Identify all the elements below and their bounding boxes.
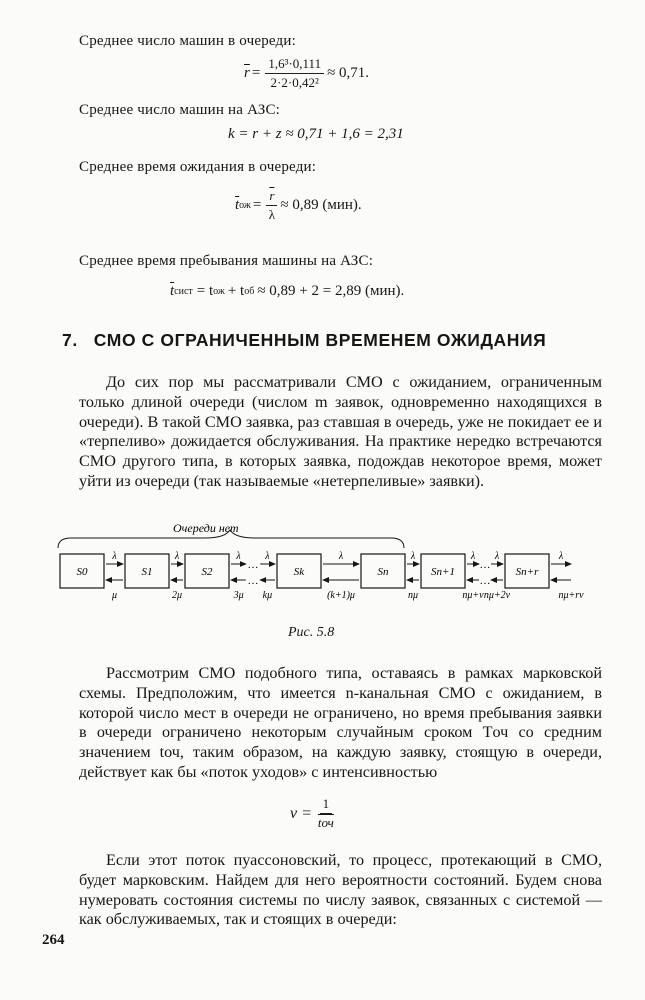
- state-label-4: Sn: [377, 566, 389, 578]
- ellipsis-dots: …: [479, 575, 491, 587]
- figure-caption: Рис. 5.8: [288, 625, 335, 640]
- station-count-formula: k = r + z ≈ 0,71 + 1,6 = 2,31: [228, 126, 404, 142]
- fraction-denominator: 2·2·0,42²: [270, 75, 319, 90]
- system-time-label: Среднее время пребывания машины на АЗС:: [79, 253, 374, 269]
- state-diagram: [55, 520, 615, 620]
- wait-time-label: Среднее время ожидания в очереди:: [79, 159, 317, 175]
- section-title: СМО С ОГРАНИЧЕННЫМ ВРЕМЕНЕМ ОЖИДАНИЯ: [93, 330, 547, 350]
- backward-rate-label: (k+1)μ: [327, 590, 355, 601]
- fraction-numerator: 1: [320, 796, 333, 814]
- system-time-formula: [170, 283, 404, 300]
- backward-rate-label: 3μ: [233, 590, 244, 601]
- state-label-3: Sk: [293, 566, 305, 578]
- paragraph-markov: Если этот поток пуассоновский, то процесс, протекающий в СМО, будет марковским. Найдем для него вероятности состояний. Будем снова нумеровать состояния системы по числу заявок, связанных с системой — как обслуживаемых, так и стоящих в очереди:: [79, 851, 602, 929]
- formula-rhs: = t: [196, 283, 214, 299]
- station-count-label: Среднее число машин на АЗС:: [79, 102, 281, 118]
- fraction: [265, 56, 324, 91]
- backward-rate-label: μ: [111, 590, 118, 601]
- formula-result: ≈ 0,89 + 2 = 2,89 (мин).: [257, 283, 405, 299]
- formula-lhs-sub: сист: [174, 286, 193, 297]
- backward-rate-label: nμ: [407, 590, 419, 601]
- state-label-0: S0: [76, 566, 88, 578]
- forward-rate-label: λ: [112, 551, 117, 562]
- fraction-numerator: $\overline{r}$: [266, 188, 277, 206]
- fraction-numerator: 1,6³·0,111: [265, 56, 324, 74]
- no-queue-label: Очереди нет: [173, 521, 239, 535]
- state-label-1: S1: [141, 566, 153, 578]
- formula-rhs-sub: ож: [213, 286, 225, 297]
- formula-result: ≈ 0,89 (мин).: [280, 197, 362, 213]
- fraction: [266, 188, 277, 223]
- backward-rate-label: nμ+ν: [462, 590, 484, 601]
- fraction-denominator: tоч: [317, 815, 334, 830]
- paragraph-intro: До сих пор мы рассматривали СМО с ожиданием, ограниченным только длиной очереди (числом m заявок, одновременно находящихся в очереди). В такой СМО заявка, раз ставшая в очередь, уже не покидает ее и «терпеливо» дожидается обслуживания. На практике нередко встречаются СМО другого типа, в которых заявка, подождав некоторое время, может уйти из очереди (так называемые «нетерпеливые» заявки).: [79, 373, 602, 490]
- forward-rate-label: λ: [236, 551, 241, 562]
- ellipsis-dots: …: [247, 559, 259, 571]
- forward-rate-label: λ: [265, 551, 270, 562]
- state-label-2: S2: [201, 566, 213, 578]
- paragraph-model: Рассмотрим СМО подобного типа, оставаясь в рамках марковской схемы. Предположим, что имеется n-канальная СМО с ожиданием, в которой число мест в очереди не ограничено, но время пребывания заявки в очереди ограничено некоторым случайным сроком Tоч со средним значением tоч, таким образом, на каждую заявку, стоящую в очереди, действует как бы «поток уходов» с интенсивностью: [79, 664, 602, 781]
- section-heading: [62, 330, 602, 351]
- fraction: [318, 796, 334, 831]
- formula-lhs: ν =: [290, 804, 312, 822]
- backward-rate-label: nμ+2ν: [483, 590, 511, 601]
- ellipsis-dots: …: [479, 559, 491, 571]
- formula-plus: + t: [227, 283, 245, 299]
- forward-rate-label: λ: [174, 551, 180, 562]
- ellipsis-dots: …: [247, 575, 259, 587]
- forward-rate-label: λ: [410, 551, 416, 562]
- forward-rate-label: λ: [558, 551, 564, 562]
- nu-formula: [290, 796, 337, 831]
- state-label-5: Sn+1: [431, 566, 455, 578]
- formula-rhs-sub: об: [244, 286, 255, 297]
- fraction-denominator: λ: [268, 207, 275, 222]
- forward-rate-label: λ: [470, 551, 476, 562]
- wait-time-formula: $\overline{t}$ ож = $\frac{\overline{r}}{\lambda}$ ≈ 0,89 (мин).: [235, 188, 362, 222]
- backward-rate-label: kμ: [262, 590, 273, 601]
- formula-result: ≈ 0,71.: [327, 65, 370, 81]
- section-number: 7.: [62, 330, 78, 350]
- state-label-6: Sn+r: [515, 566, 539, 578]
- formula-lhs: $\overline{t}$: [170, 283, 175, 299]
- formula-lhs-sub: ож: [239, 200, 251, 211]
- page-number: 264: [42, 932, 65, 948]
- forward-rate-label: λ: [338, 551, 344, 562]
- formula-lhs: $\overline{t}$: [235, 197, 240, 213]
- state-diagram-svg: [55, 520, 615, 620]
- backward-rate-label: nμ+rν: [558, 590, 584, 601]
- queue-count-formula: $\overline{r}$ = $\frac{\text{1,6³·0,111}}{\text{2·2·0,42²}}$ ≈ 0,71.: [244, 56, 370, 90]
- backward-rate-label: 2μ: [171, 590, 183, 601]
- queue-count-label: Среднее число машин в очереди:: [79, 33, 296, 49]
- forward-rate-label: λ: [494, 551, 500, 562]
- formula-lhs: $\overline{r}$: [244, 65, 250, 81]
